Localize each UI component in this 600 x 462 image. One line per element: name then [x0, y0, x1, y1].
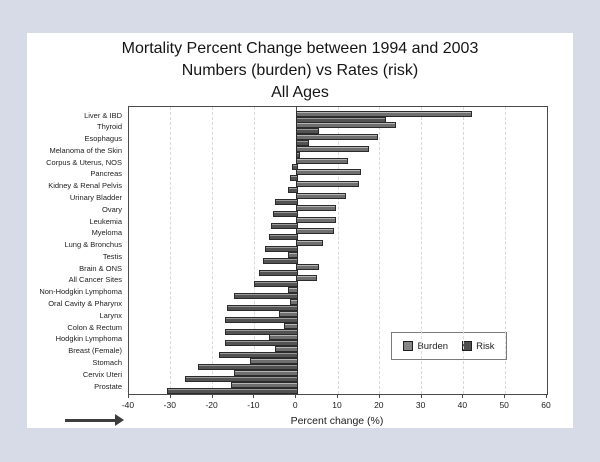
x-tick-mark: [170, 394, 171, 398]
x-tick-label: 60: [541, 400, 551, 410]
chart-title-line-2: Numbers (burden) vs Rates (risk): [181, 62, 419, 79]
prostate-arrow: [65, 419, 117, 422]
x-tick-mark: [337, 394, 338, 398]
risk-bar: [275, 199, 298, 205]
risk-bar: [234, 293, 299, 299]
y-axis-label: Melanoma of the Skin: [49, 145, 122, 155]
x-tick-mark: [253, 394, 254, 398]
x-tick-mark: [504, 394, 505, 398]
burden-bar: [296, 158, 348, 164]
y-axis-label: Stomach: [92, 357, 122, 367]
gridline: [379, 107, 380, 394]
x-tick-label: -20: [205, 400, 218, 410]
burden-bar: [296, 264, 319, 270]
x-tick-mark: [462, 394, 463, 398]
burden-bar: [296, 205, 336, 211]
burden-bar: [296, 217, 336, 223]
burden-bar: [296, 146, 369, 152]
y-axis-label: Non-Hodgkin Lymphoma: [39, 287, 122, 297]
y-axis-label: Testis: [102, 251, 122, 261]
x-tick-label: 50: [499, 400, 509, 410]
legend: [391, 332, 507, 360]
x-tick-label: -30: [163, 400, 176, 410]
y-axis-labels: [27, 106, 125, 393]
burden-swatch-icon: [403, 341, 413, 351]
y-axis-label: Leukemia: [89, 216, 122, 226]
chart-title: [27, 38, 573, 104]
gridline: [170, 107, 171, 394]
gridline: [212, 107, 213, 394]
burden-bar: [296, 275, 317, 281]
x-tick-label: 40: [457, 400, 468, 410]
risk-bar: [271, 223, 298, 229]
x-tick-mark: [212, 394, 213, 398]
burden-bar: [296, 181, 359, 187]
y-axis-label: Oral Cavity & Pharynx: [48, 299, 122, 309]
burden-bar: [296, 193, 346, 199]
x-tick-mark: [421, 394, 422, 398]
y-axis-label: Myeloma: [91, 228, 122, 238]
y-axis-label: Urinary Bladder: [69, 192, 122, 202]
chart-title-line-1: Mortality Percent Change between 1994 and 2003: [121, 40, 479, 57]
legend-label-risk: Risk: [476, 340, 495, 352]
y-axis-label: Liver & IBD: [84, 110, 122, 120]
risk-bar: [269, 234, 298, 240]
y-axis-label: Hodgkin Lymphoma: [55, 334, 122, 344]
x-tick-label: 20: [374, 400, 384, 410]
burden-bar: [296, 240, 323, 246]
gridline: [421, 107, 422, 394]
x-tick-mark: [128, 394, 129, 398]
burden-bar: [296, 228, 334, 234]
y-axis-label: Thyroid: [96, 122, 122, 132]
gridline: [254, 107, 255, 394]
x-axis-title: Percent change (%): [290, 415, 384, 427]
chart-panel: [27, 33, 573, 428]
burden-bar: [296, 169, 361, 175]
y-axis-label: Breast (Female): [68, 346, 122, 356]
y-axis-label: Colon & Rectum: [67, 322, 122, 332]
x-tick-mark: [546, 394, 547, 398]
x-tick-label: -40: [121, 400, 135, 410]
x-tick-label: -10: [247, 400, 260, 410]
x-tick-label: 30: [415, 400, 426, 410]
y-axis-label: Ovary: [101, 204, 122, 214]
y-axis-label: Larynx: [99, 310, 122, 320]
gridline: [505, 107, 506, 394]
risk-bar: [263, 258, 298, 264]
risk-bar: [273, 211, 298, 217]
y-axis-label: Prostate: [94, 381, 122, 391]
y-axis-label: Lung & Bronchus: [64, 240, 122, 250]
plot-area: [128, 106, 548, 395]
y-axis-label: Cervix Uteri: [82, 369, 122, 379]
legend-entry-risk: [462, 341, 494, 352]
x-tick-mark: [295, 394, 296, 398]
x-tick-label: 10: [332, 400, 342, 410]
legend-label-burden: Burden: [417, 340, 449, 352]
chart-title-line-3: All Ages: [271, 84, 329, 101]
y-axis-label: Kidney & Renal Pelvis: [48, 181, 122, 191]
y-axis-label: Pancreas: [90, 169, 122, 179]
risk-bar: [167, 388, 299, 394]
x-tick-label: 0: [292, 400, 298, 410]
prostate-arrow-head-icon: [115, 414, 124, 426]
y-axis-label: All Cancer Sites: [68, 275, 122, 285]
y-axis-label: Corpus & Uterus, NOS: [46, 157, 122, 167]
risk-bar: [259, 270, 299, 276]
x-tick-mark: [379, 394, 380, 398]
y-axis-label: Esophagus: [84, 134, 122, 144]
legend-entry-burden: [403, 341, 448, 352]
y-axis-label: Brain & ONS: [79, 263, 122, 273]
gridline: [463, 107, 464, 394]
